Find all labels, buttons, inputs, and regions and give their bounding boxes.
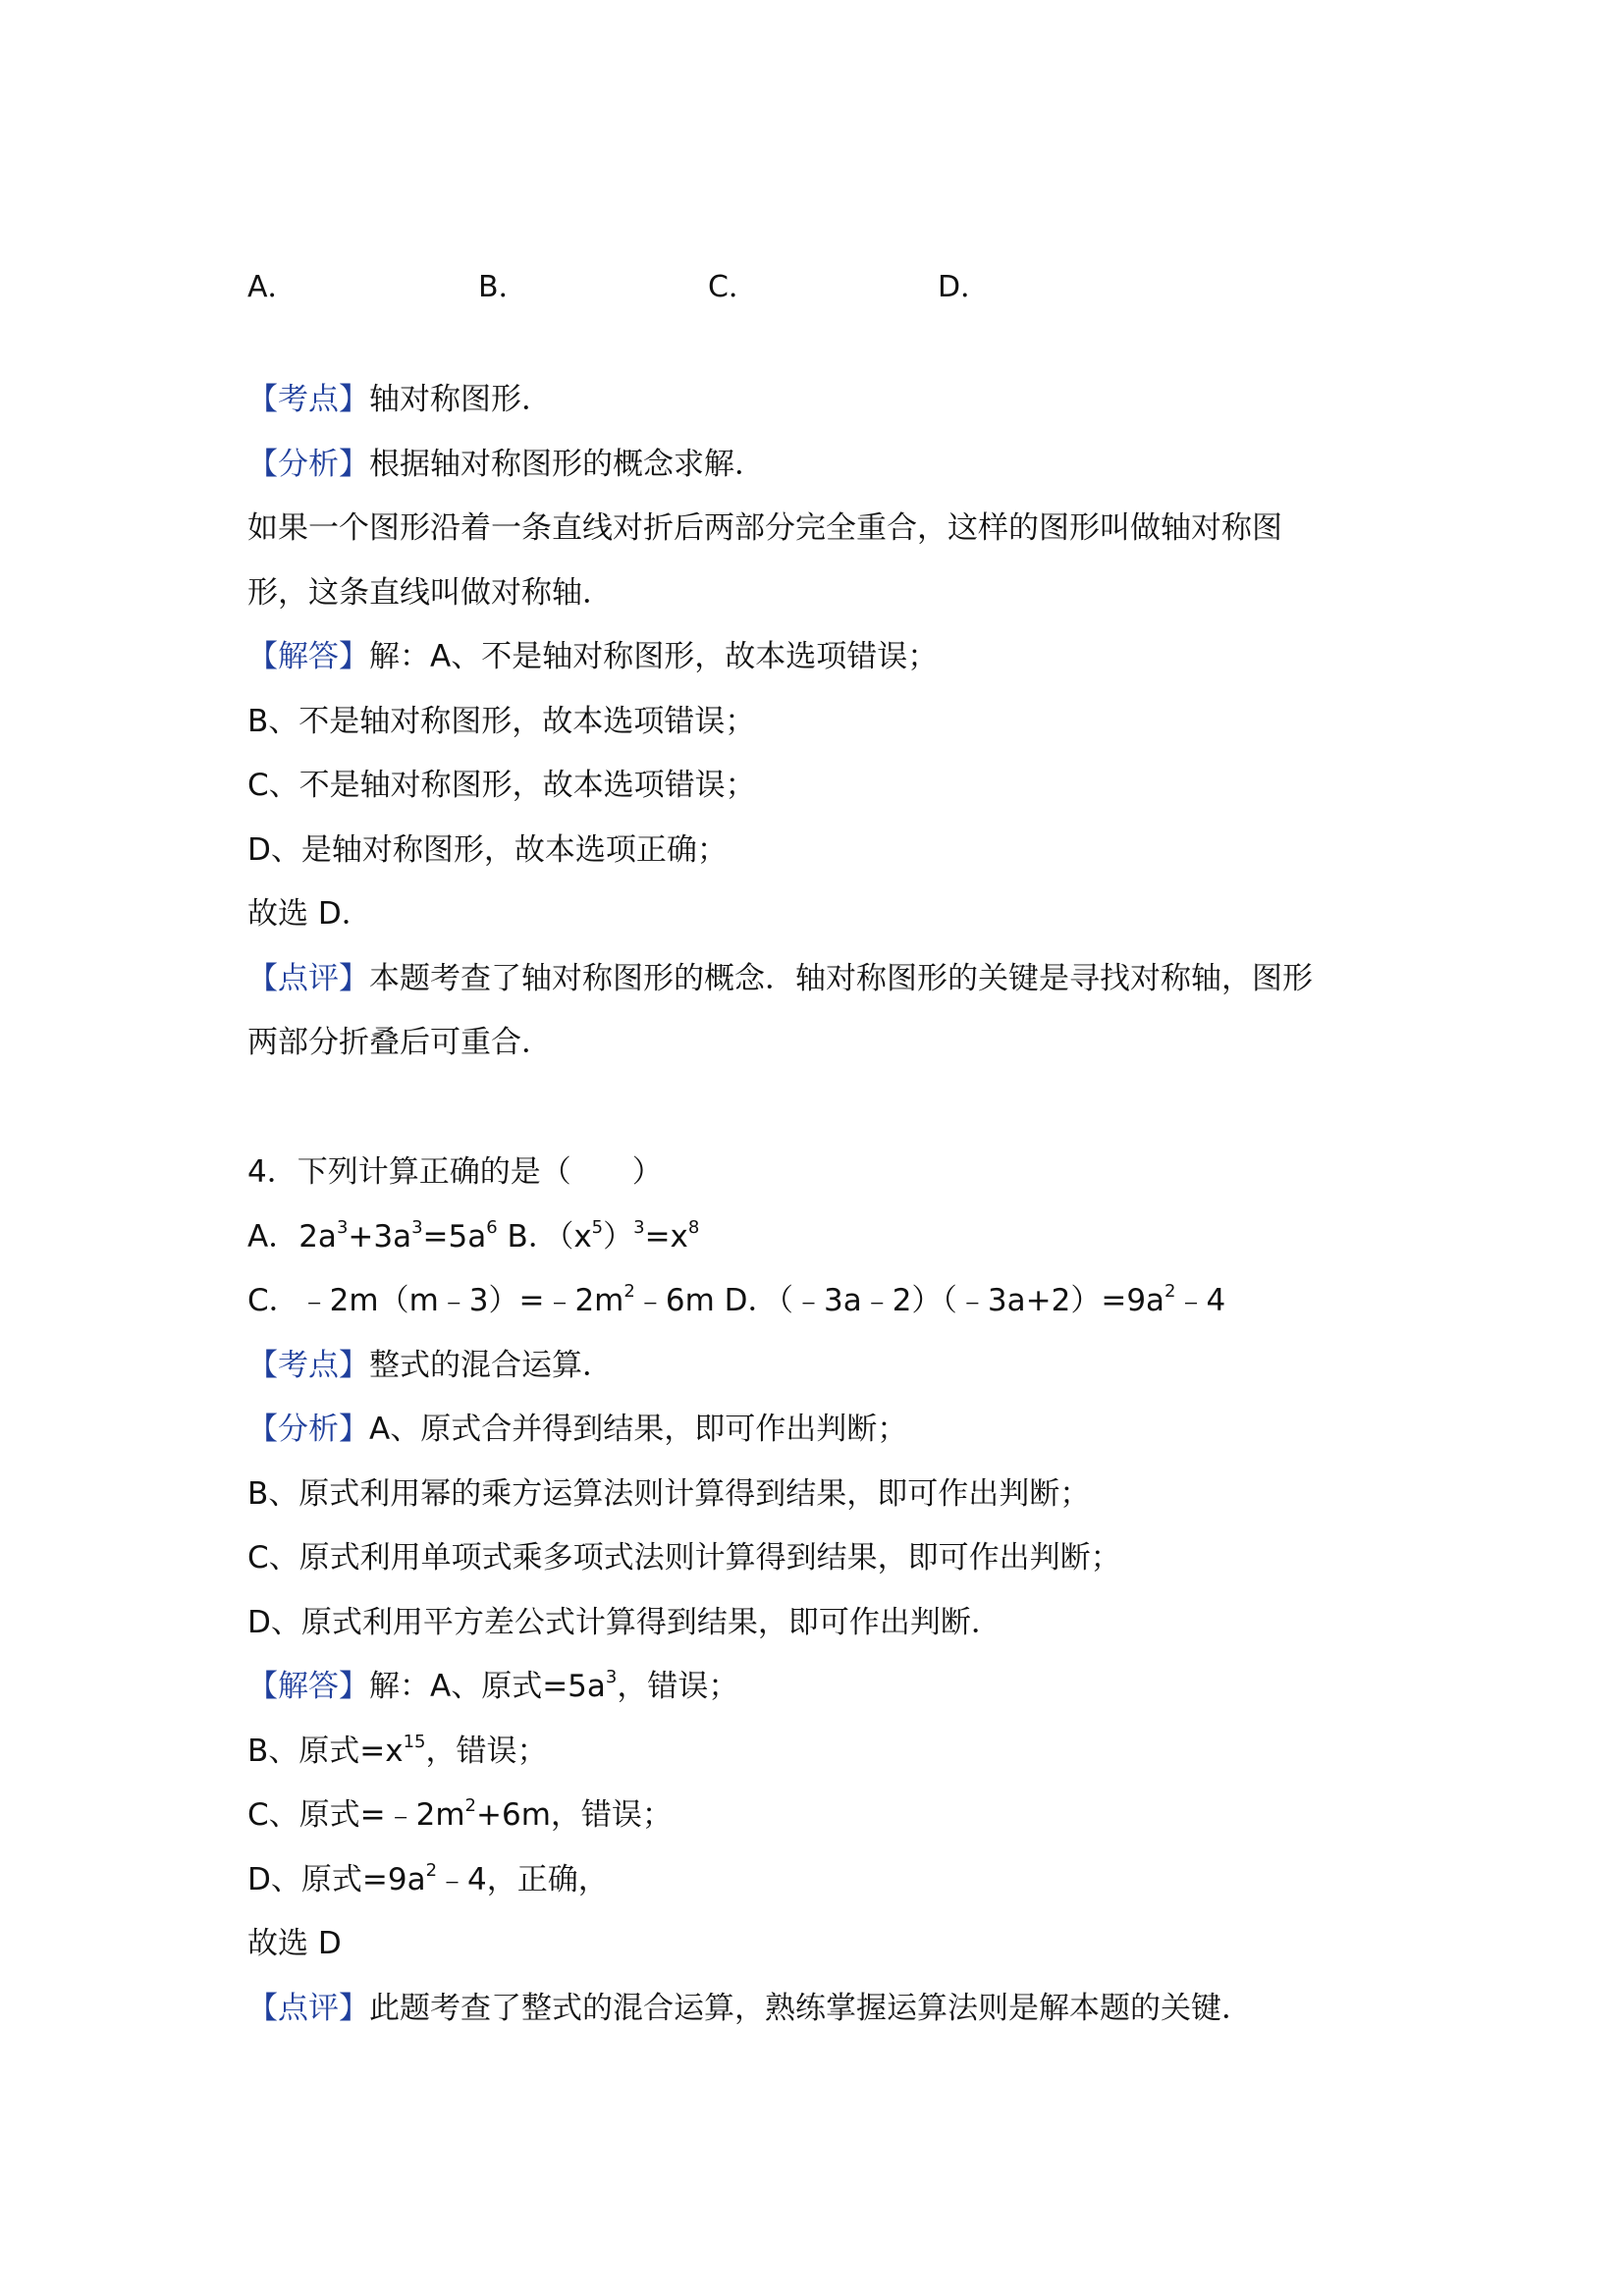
q3-kaodian [247,378,552,421]
q3-jieda-c: C、不是轴对称图形，故本选项错误； [247,768,756,803]
q3-jieda-text: 解：A、不是轴对称图形，故本选项错误； [369,639,939,674]
q4-opt-b-s1: 5 [591,1217,604,1238]
q3-jieda [247,635,938,678]
q4-jieda-b [247,1730,548,1773]
q4-opt-c [247,1283,715,1318]
q4-opt-b-p1: B．（x [497,1219,592,1255]
q4-jieda-b-sup: 15 [403,1732,426,1752]
q4-options-cd [247,1279,1225,1322]
q4-dianping [247,1987,1252,2030]
q4-jieda-d-post: ﹣4，正确， [437,1862,609,1897]
q4-opt-d-p1: D．（﹣3a﹣2）（﹣3a+2）=9a [714,1283,1165,1318]
q3-fenxi-tag: 【分析】 [247,447,369,482]
q4-opt-c-s1: 2 [623,1281,635,1302]
q4-opt-a [247,1219,498,1255]
q4-jieda-a-post: ，错误； [617,1669,739,1704]
q4-opt-a-s1: 3 [336,1217,349,1238]
q4-jieda-c-post: +6m，错误； [476,1797,673,1833]
q4-opt-a-p1: A．2a [247,1219,337,1255]
q4-jieda-c [247,1793,673,1837]
q3-fenxi [247,443,765,486]
q4-jieda-d [247,1858,609,1901]
q4-opt-b-p2: ） [603,1219,634,1255]
q4-opt-a-p2: +3a [348,1219,412,1255]
q3-dianping-tag: 【点评】 [247,961,369,996]
q4-conclusion: 故选 D [247,1926,342,1961]
q3-jieda-tag: 【解答】 [247,639,369,674]
q4-fenxi-text: A、原式合并得到结果，即可作出判断； [369,1412,908,1447]
q4-options-ab [247,1215,699,1258]
q4-opt-a-s2: 3 [411,1217,423,1238]
q4-opt-b [498,1219,700,1255]
q4-jieda-a-pre: 解：A、原式=5a [369,1669,606,1704]
q3-fenxi-line2: 如果一个图形沿着一条直线对折后两部分完全重合，这样的图形叫做轴对称图 [247,510,1282,546]
q4-kaodian-tag: 【考点】 [247,1348,369,1383]
q3-fenxi-line3: 形，这条直线叫做对称轴． [247,575,613,611]
q3-conclusion: 故选 D． [247,896,372,932]
q4-jieda [247,1665,738,1708]
q4-dianping-text: 此题考查了整式的混合运算，熟练掌握运算法则是解本题的关键． [369,1991,1252,2026]
q4-jieda-tag: 【解答】 [247,1669,369,1704]
q4-jieda-d-sup: 2 [425,1860,438,1881]
q4-fenxi [247,1408,907,1451]
q4-opt-c-p2: ﹣6m [634,1283,715,1318]
q4-fenxi-tag: 【分析】 [247,1412,369,1447]
q4-jieda-c-sup: 2 [464,1795,476,1816]
option-c: C． [708,270,758,304]
q4-opt-c-p1: C．﹣2m（m﹣3）=﹣2m [247,1283,624,1318]
q4-fenxi-d: D、原式利用平方差公式计算得到结果，即可作出判断． [247,1605,1001,1640]
q3-kaodian-tag: 【考点】 [247,382,369,417]
q4-fenxi-c: C、原式利用单项式乘多项式法则计算得到结果，即可作出判断； [247,1540,1121,1575]
option-a: A． [247,270,298,304]
q4-jieda-b-pre: B、原式=x [247,1734,404,1769]
q4-opt-d [715,1283,1225,1318]
q4-opt-b-s2: 3 [633,1217,645,1238]
q4-opt-d-p2: ﹣4 [1175,1283,1226,1318]
option-d: D． [938,270,991,304]
q4-opt-a-p3: =5a [422,1219,487,1255]
q3-dianping [247,957,1313,1000]
q4-dianping-tag: 【点评】 [247,1991,369,2026]
q4-jieda-b-post: ，错误； [425,1734,548,1769]
q4-kaodian-text: 整式的混合运算． [369,1348,613,1383]
q4-jieda-c-pre: C、原式=﹣2m [247,1797,465,1833]
q3-dianping-line2: 两部分折叠后可重合． [247,1025,552,1060]
q4-fenxi-b: B、原式利用幂的乘方运算法则计算得到结果，即可作出判断； [247,1476,1091,1512]
q4-kaodian [247,1344,613,1387]
q4-opt-a-s3: 6 [486,1217,498,1238]
q4-opt-d-s1: 2 [1164,1281,1176,1302]
q4-jieda-a-sup: 3 [605,1667,618,1687]
q3-jieda-d: D、是轴对称图形，故本选项正确； [247,832,728,868]
q3-dianping-text: 本题考查了轴对称图形的概念．轴对称图形的关键是寻找对称轴，图形 [369,961,1313,996]
q4-opt-b-s3: 8 [687,1217,700,1238]
q3-kaodian-text: 轴对称图形． [369,382,552,417]
q3-fenxi-text: 根据轴对称图形的概念求解． [369,447,765,482]
q4-question: 4．下列计算正确的是（ ） [247,1154,663,1190]
q4-opt-b-p3: =x [644,1219,688,1255]
option-b: B． [478,270,528,304]
q3-jieda-b: B、不是轴对称图形，故本选项错误； [247,704,756,739]
q4-jieda-d-pre: D、原式=9a [247,1862,426,1897]
